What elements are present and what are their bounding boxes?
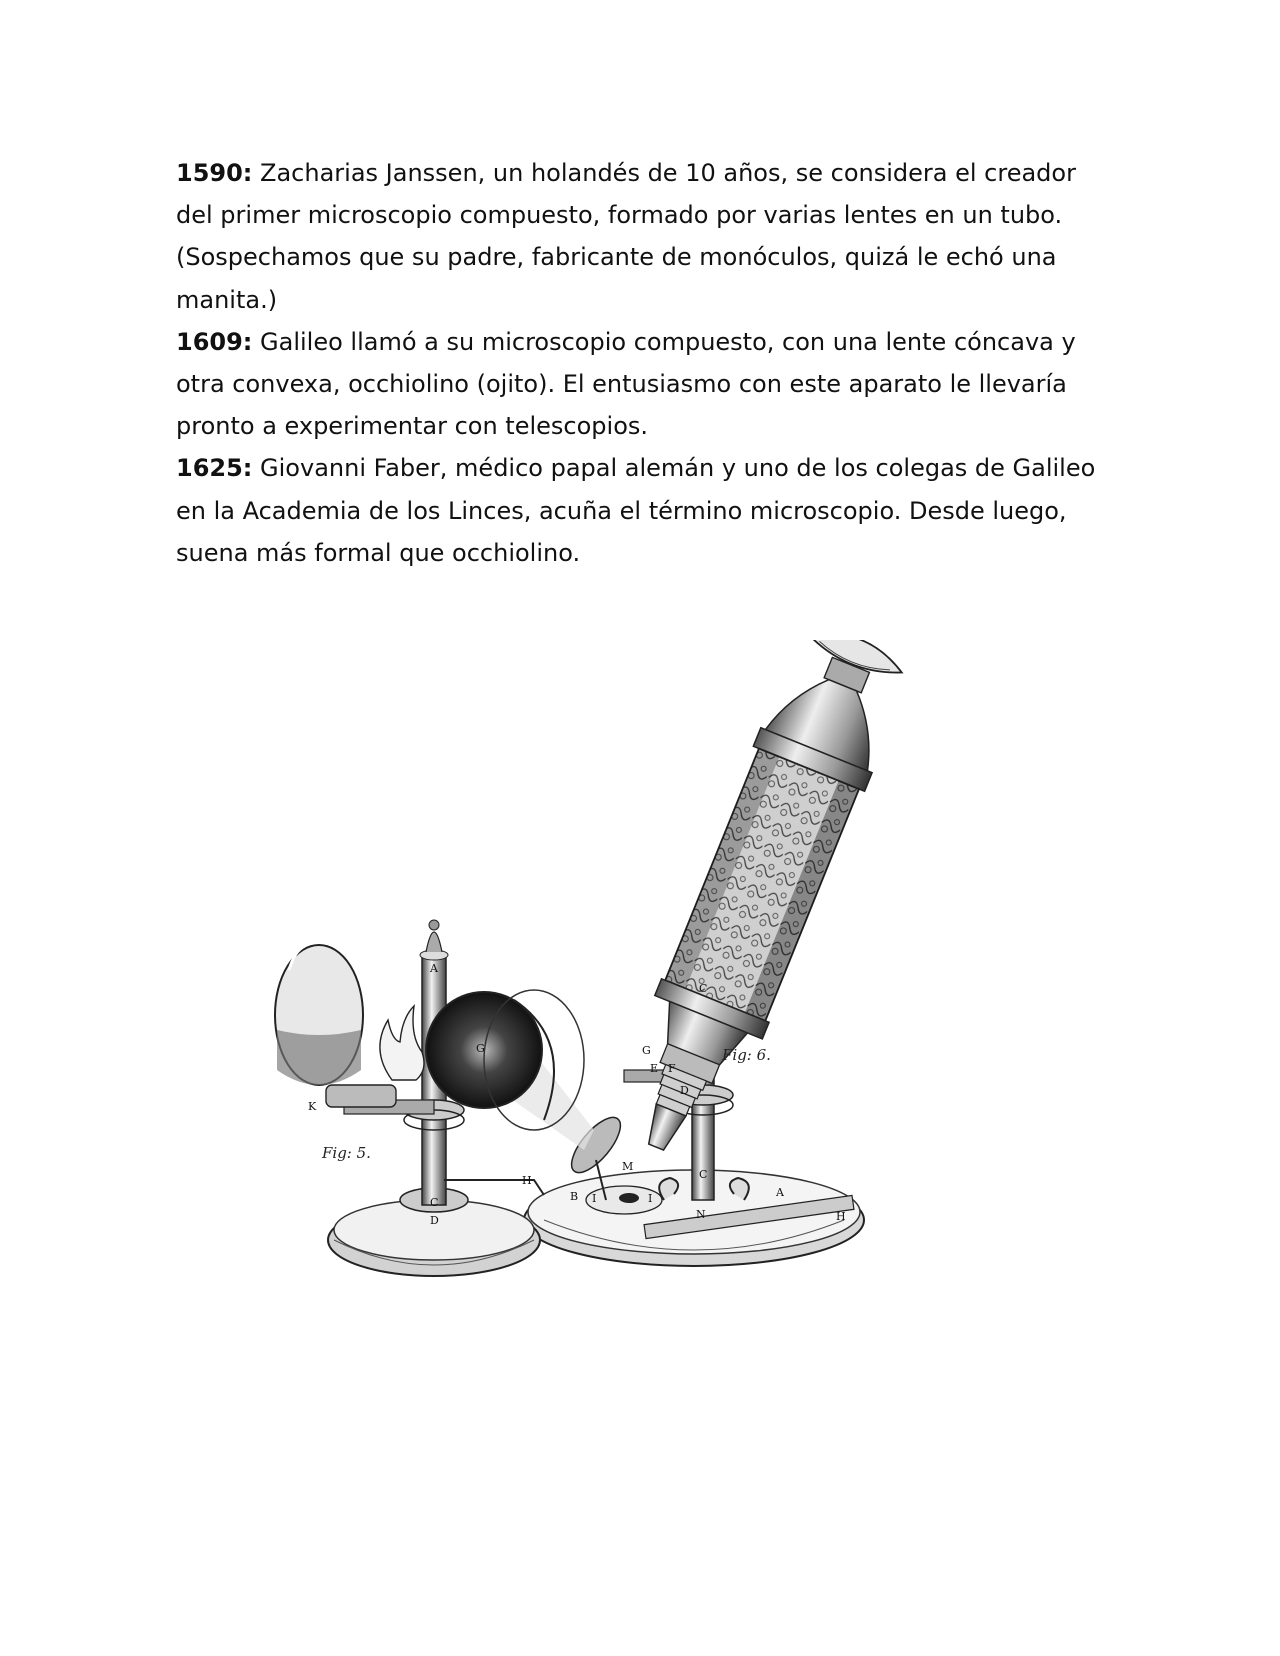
letter-g-right: G <box>642 1044 651 1057</box>
letter-c-bottom: C <box>699 1168 708 1181</box>
entry-1625 <box>176 447 1106 574</box>
entry-year: 1609: <box>176 327 253 356</box>
hooke-microscope-engraving <box>244 640 1024 1340</box>
letter-n: N <box>696 1208 706 1221</box>
entry-year: 1590: <box>176 159 253 187</box>
letter-f: F <box>668 1062 676 1075</box>
letter-c-top: C <box>699 982 708 995</box>
letter-h: H <box>522 1174 532 1187</box>
letter-b: B <box>570 1190 579 1203</box>
fig5-label: Fig: 5. <box>322 1144 371 1162</box>
letter-d-right: D <box>680 1084 689 1097</box>
letter-e: E <box>650 1062 659 1075</box>
letter-i-1: I <box>592 1192 597 1205</box>
entry-year: 1625: <box>176 454 253 483</box>
fig6-label: Fig: 6. <box>722 1046 771 1064</box>
entry-1590 <box>176 152 1106 321</box>
entry-text: Galileo llamó a su microscopio compuesto, con una lente cóncava y otra convexa, occhiolino (ojito). El entusiasmo con este aparato le llevaría pronto a experimentar con telescopios. <box>176 327 1076 441</box>
letter-a-left: A <box>430 962 438 975</box>
letter-d-left: D <box>430 1214 439 1227</box>
letter-h-right: H <box>836 1210 846 1223</box>
letter-c-left: C <box>430 1196 439 1209</box>
letter-k: K <box>308 1100 317 1113</box>
entry-text: Giovanni Faber, médico papal alemán y uno de los colegas de Galileo en la Academia de los Linces, acuña el término microscopio. Desde luego, suena más formal que occhiolino. <box>176 454 1096 567</box>
letter-m: M <box>622 1160 634 1173</box>
entry-1609 <box>176 321 1106 448</box>
letter-i-2: I <box>648 1192 653 1205</box>
letter-a-right: A <box>776 1186 784 1199</box>
history-text <box>176 152 1106 574</box>
entry-text: Zacharias Janssen, un holandés de 10 años, se considera el creador del primer microscopio compuesto, formado por varias lentes en un tubo. (Sospechamos que su padre, fabricante de monóculos, quizá le echó una manita.) <box>176 159 1076 314</box>
letter-g: G <box>476 1042 485 1055</box>
